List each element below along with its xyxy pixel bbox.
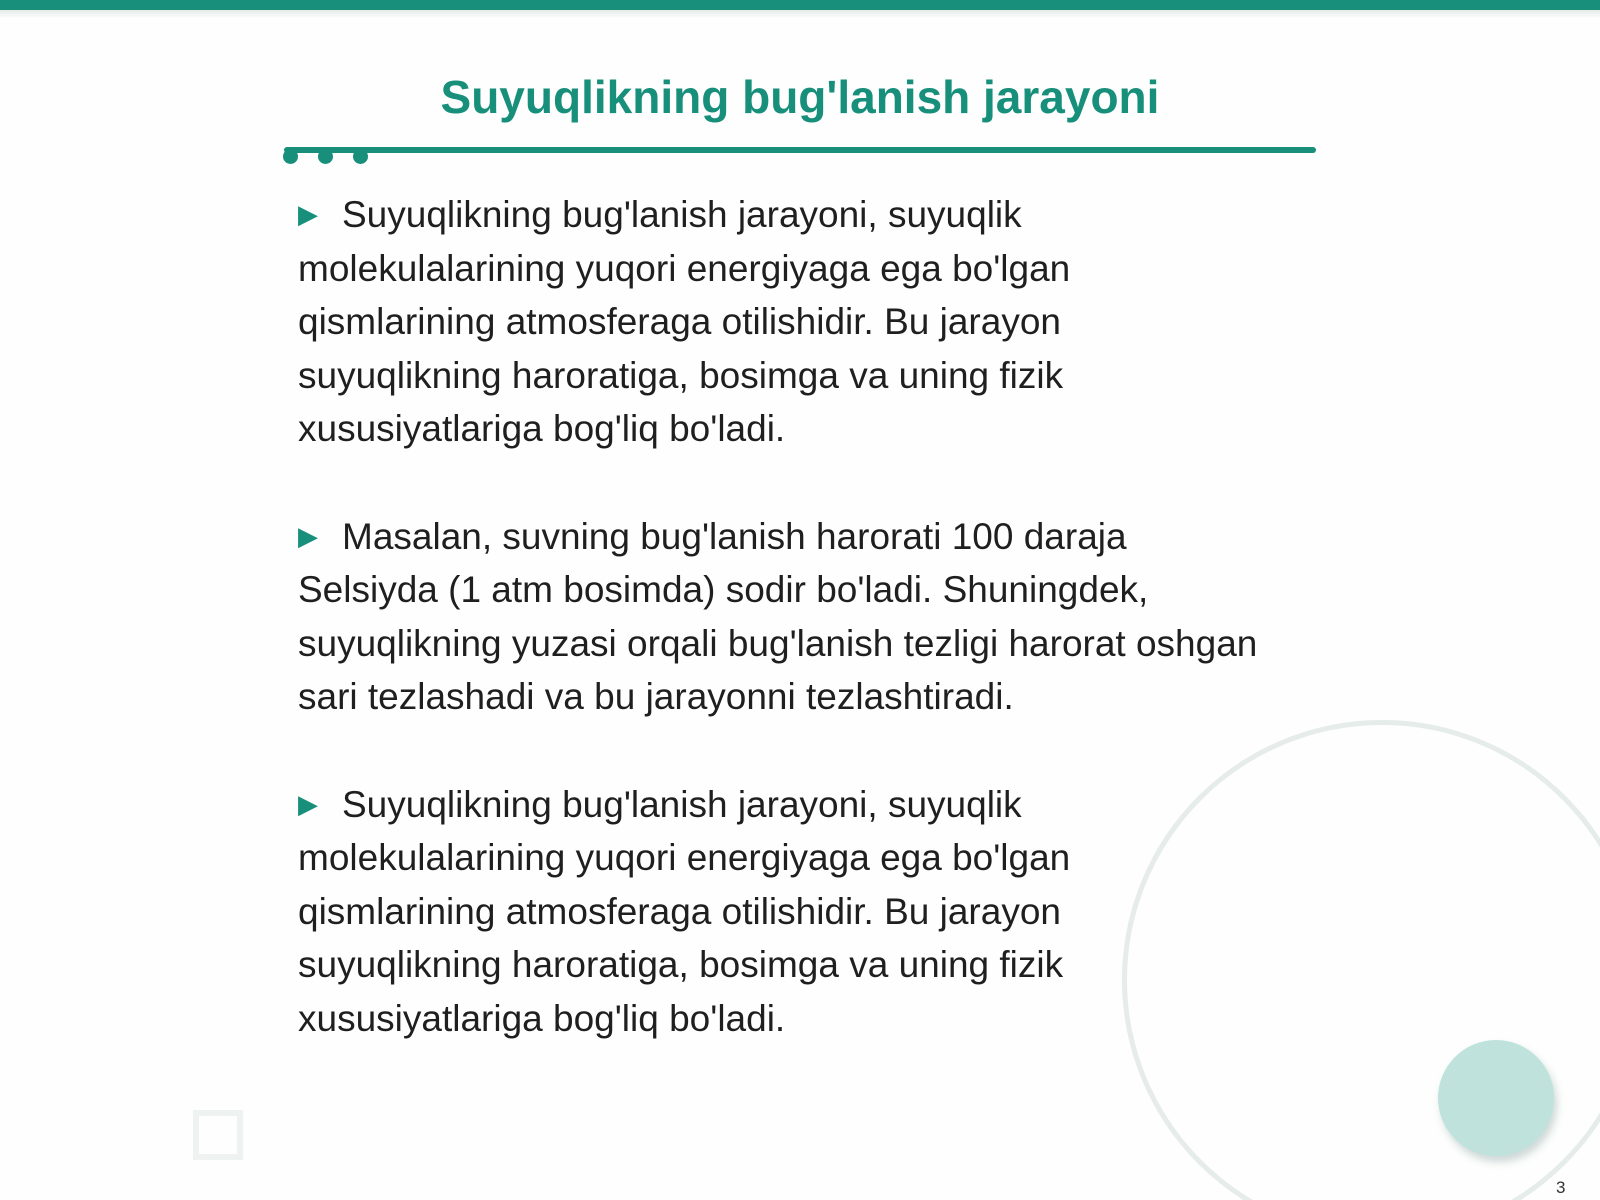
underline-dot	[353, 149, 368, 164]
bullet-list	[298, 188, 1258, 1099]
bullet-text: Masalan, suvning bug'lanish harorati 100 daraja Selsiyda (1 atm bosimda) sodir bo'ladi. Shuningdek, suyuqlikning yuzasi orqali bug'lanish tezligi harorat oshgan sari tezlashadi va bu jarayonni tezlashtiradi.	[298, 515, 1258, 717]
slide-title: Suyuqlikning bug'lanish jarayoni	[440, 71, 1160, 123]
bullet-paragraph	[298, 188, 1258, 456]
underline-dot	[318, 149, 333, 164]
triangle-bullet-icon: ▶	[298, 199, 318, 229]
underline-dot	[283, 149, 298, 164]
top-bar-shadow	[0, 10, 1600, 18]
bullet-paragraph	[298, 778, 1258, 1046]
triangle-bullet-icon: ▶	[298, 520, 318, 551]
bullet-text: Suyuqlikning bug'lanish jarayoni, suyuqlik molekulalarining yuqori energiyaga ega bo'lgan qismlarining atmosferaga otilishidir. Bu jarayon suyuqlikning haroratiga, bosimga va uning fizik xususiyatlariga bog'liq bo'ladi.	[298, 194, 1071, 449]
decorative-circle	[1438, 1040, 1554, 1156]
title-underline	[284, 147, 1316, 153]
bullet-text: Suyuqlikning bug'lanish jarayoni, suyuqlik molekulalarining yuqori energiyaga ega bo'lgan qismlarining atmosferaga otilishidir. Bu jarayon suyuqlikning haroratiga, bosimga va uning fizik xususiyatlariga bog'liq bo'ladi.	[298, 783, 1071, 1039]
decorative-square	[193, 1110, 243, 1160]
bullet-paragraph	[298, 510, 1258, 724]
triangle-bullet-icon: ▶	[298, 788, 318, 819]
top-accent-bar	[0, 0, 1600, 10]
page-number: 3	[1556, 1178, 1566, 1197]
